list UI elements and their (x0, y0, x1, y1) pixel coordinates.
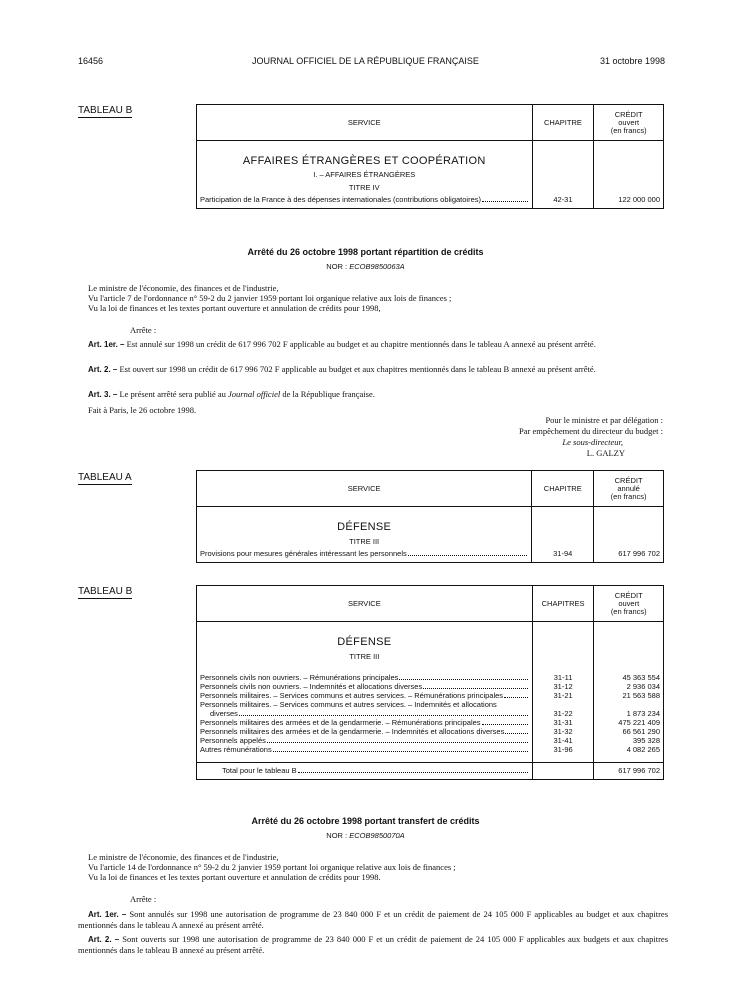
row-chapitre: 42-31 (532, 192, 594, 209)
credit-table-tableau-b (196, 585, 664, 780)
subsection-title: I. – AFFAIRES ÉTRANGÈRES (313, 170, 416, 179)
section-title: DÉFENSE (337, 636, 392, 648)
table-row: Personnels militaires. – Services communs et autres services. – Rémunérations principales 31-21 21 563 588 (197, 691, 664, 700)
row-chapitre: 31-94 (532, 546, 594, 563)
credit-table-tableau-a (196, 470, 664, 563)
table-row: Personnels militaires des armées et de la gendarmerie. – Rémunérations principales 31-31 475 221 409 (197, 718, 664, 727)
table-row: Personnels civils non ouvriers. – Indemnités et allocations diverses 31-12 2 936 034 (197, 682, 664, 691)
preamble: Le ministre de l'économie, des finances et de l'industrie, Vu l'article 7 de l'ordonnance n° 59-2 du 2 janvier 1959 portant loi organique relative aux lois de finances ; Vu la loi de finances et les textes portant ouverture et annulation de crédits pour 1998, (88, 283, 452, 313)
total-value: 617 996 702 (594, 763, 664, 780)
row-credit: 122 000 000 (594, 192, 664, 209)
signature-block: Pour le ministre et par délégation : Par empêchement du directeur du budget : Le sous-directeur, L. GALZY (519, 415, 663, 458)
arrete-title: Arrêté du 26 octobre 1998 portant transfert de crédits (251, 816, 480, 826)
fait-a-paris: Fait à Paris, le 26 octobre 1998. (88, 405, 197, 415)
table-label: TABLEAU A (78, 472, 132, 483)
issue-date: 31 octobre 1998 (599, 56, 665, 66)
table-row: Personnels militaires. – Services communs et autres services. – Indemnités et allocations diverses 31-22 1 873 234 (197, 700, 664, 718)
row-service: Provisions pour mesures générales intéressant les personnels (200, 549, 407, 558)
titre-label: TITRE III (349, 537, 380, 546)
preamble: Le ministre de l'économie, des finances et de l'industrie, Vu l'article 14 de l'ordonnance n° 59-2 du 2 janvier 1959 portant loi organique relative aux lois de finances ; Vu la loi de finances et les textes portant ouverture et annulation de crédits pour 1998. (88, 852, 456, 882)
column-header-chapitre: CHAPITRE (532, 105, 594, 141)
article-3: Art. 3. – Le présent arrêté sera publié au Journal officiel de la République française. (88, 389, 375, 399)
column-header-service: SERVICE (197, 471, 532, 507)
nor-reference: NOR : ECOB9850070A (326, 831, 405, 840)
titre-label: TITRE III (349, 652, 380, 661)
column-header-chapitre: CHAPITRE (532, 471, 594, 507)
column-header-credit: CRÉDIT ouvert (en francs) (594, 586, 664, 622)
arrete-label: Arrête : (130, 325, 157, 335)
column-header-credit: CRÉDIT annulé (en francs) (594, 471, 664, 507)
titre-label: TITRE IV (348, 183, 380, 192)
table-row: Personnels appelés 31-41 395 328 (197, 736, 664, 745)
total-row (197, 763, 664, 780)
total-label: Total pour le tableau B (222, 766, 297, 775)
column-header-credit: CRÉDIT ouvert (en francs) (594, 105, 664, 141)
table-row (197, 546, 664, 563)
table-row (197, 192, 664, 209)
article-1: Art. 1er. – Est annulé sur 1998 un crédit de 617 996 702 F applicable au budget et au chapitre mentionnés dans le tableau A annexé au présent arrêté. (88, 339, 596, 349)
table-row: Personnels militaires des armées et de la gendarmerie. – Indemnités et allocations diverses 31-32 66 561 290 (197, 727, 664, 736)
article-2: Art. 2. – Sont ouverts sur 1998 une autorisation de programme de 23 840 000 F et un crédit de paiement de 24 105 000 F applicables aux budgets et aux chapitres mentionnés dans le tableau B annexé au présent arrêté. (78, 934, 669, 955)
table-row: Personnels civils non ouvriers. – Rémunérations principales 31-11 45 363 554 (197, 673, 664, 682)
credit-table-affaires-etrangeres (196, 104, 664, 209)
row-service: Participation de la France à des dépenses internationales (contributions obligatoires) (200, 195, 481, 204)
arrete-label: Arrête : (130, 894, 157, 904)
section-title: AFFAIRES ÉTRANGÈRES ET COOPÉRATION (242, 155, 486, 167)
table-label: TABLEAU B (78, 586, 133, 597)
row-credit: 617 996 702 (594, 546, 664, 563)
journal-title: JOURNAL OFFICIEL DE LA RÉPUBLIQUE FRANÇAISE (252, 56, 479, 66)
arrete-title: Arrêté du 26 octobre 1998 portant répartition de crédits (247, 247, 484, 257)
column-header-service: SERVICE (197, 105, 533, 141)
page-number: 16456 (78, 56, 104, 66)
table-row: Autres rémunérations 31-96 4 082 265 (197, 745, 664, 763)
section-title: DÉFENSE (337, 521, 392, 533)
column-header-service: SERVICE (197, 586, 533, 622)
article-2: Art. 2. – Est ouvert sur 1998 un crédit de 617 996 702 F applicable au budget et aux chapitres mentionnés dans le tableau B annexé au présent arrêté. (88, 364, 596, 374)
table-label: TABLEAU B (78, 105, 133, 116)
column-header-chapitres: CHAPITRES (532, 586, 594, 622)
article-1: Art. 1er. – Sont annulés sur 1998 une autorisation de programme de 23 840 000 F et un crédit de paiement de 24 105 000 F applicables au budget et aux chapitres mentionnés dans le tableau A annexé au présent arrêté. (78, 909, 669, 930)
nor-reference: NOR : ECOB9850063A (326, 262, 405, 271)
